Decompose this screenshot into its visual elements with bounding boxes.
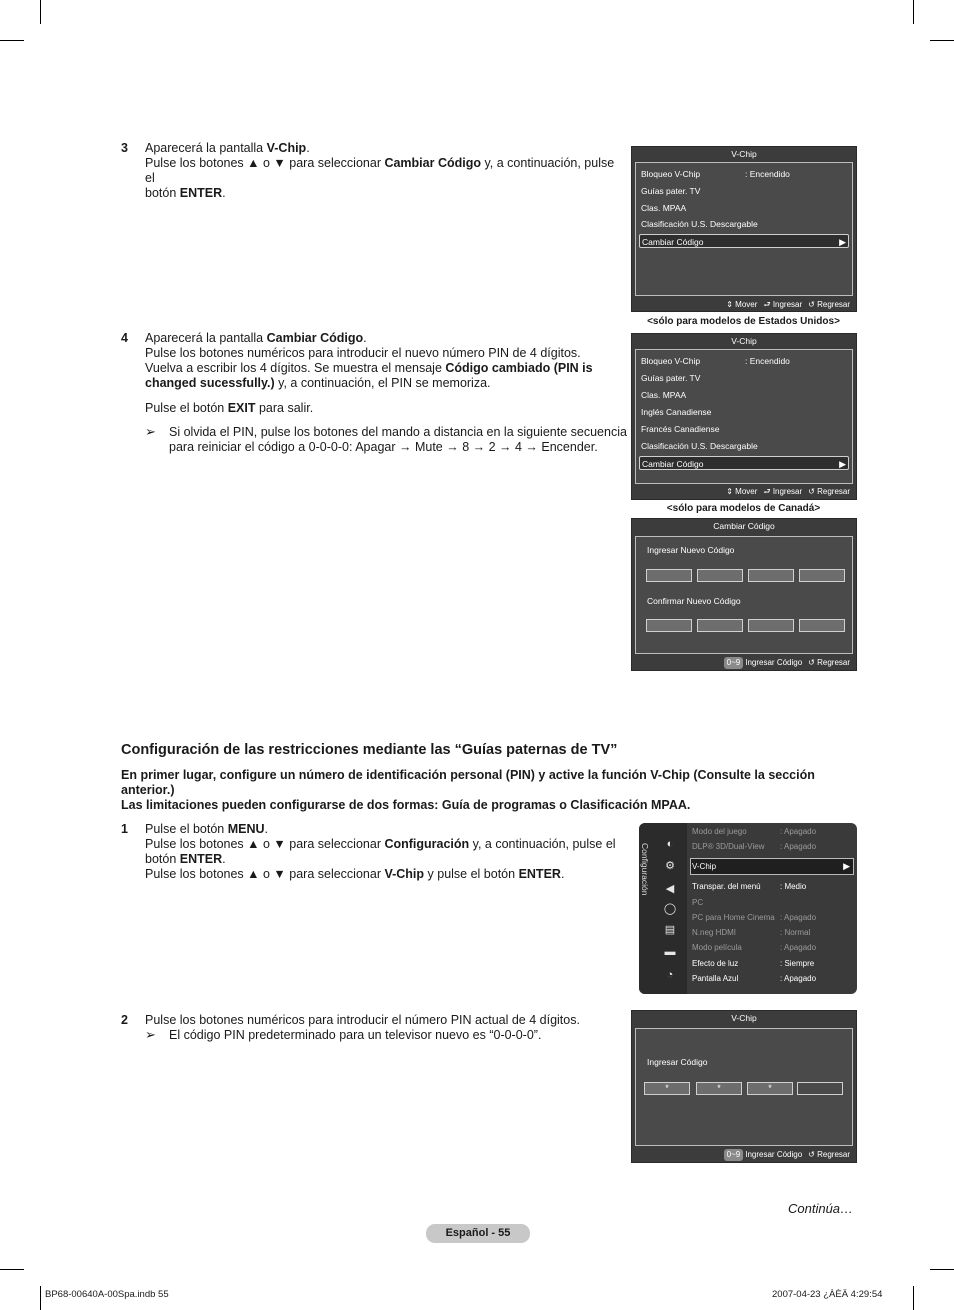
- osd-row-cambiar-codigo[interactable]: Cambiar Código ▶: [639, 456, 849, 470]
- osd-row[interactable]: Inglés Canadiense: [641, 407, 712, 417]
- step-2: [121, 1013, 621, 1053]
- new-code-label: Ingresar Nuevo Código: [647, 545, 735, 555]
- step-number: 1: [121, 822, 128, 836]
- picture-icon[interactable]: ◐: [666, 838, 674, 850]
- osd-row[interactable]: Clas. MPAA: [641, 390, 687, 400]
- osd-footer: 0~9 Ingresar Código ↺ Regresar: [718, 657, 850, 669]
- continued-label: Continúa…: [788, 1201, 854, 1216]
- note-line: El código PIN predeterminado para un televisor nuevo es “0-0-0-0”.: [169, 1028, 542, 1042]
- menu-item[interactable]: Transpar. del menú : Medio: [692, 882, 807, 891]
- osd-footer: ⇕ Mover ⮐ Ingresar ↺ Regresar: [726, 300, 850, 309]
- new-code-digit-2[interactable]: [697, 569, 743, 582]
- pin-digit-2[interactable]: *: [696, 1082, 742, 1095]
- menu-item-vchip[interactable]: V-Chip ▶: [690, 858, 854, 875]
- crop-mark: [0, 1269, 24, 1270]
- menu-item[interactable]: PC: [692, 898, 704, 907]
- osd-row[interactable]: Clas. MPAA: [641, 203, 687, 213]
- step-line: Pulse los botones numéricos para introducir el número PIN actual de 4 dígitos.: [145, 1013, 580, 1027]
- osd-row[interactable]: Clasificación U.S. Descargable: [641, 219, 758, 229]
- crop-mark: [913, 0, 914, 24]
- osd-row[interactable]: Clasificación U.S. Descargable: [641, 441, 758, 451]
- crop-mark: [913, 1286, 914, 1310]
- new-code-digit-1[interactable]: [646, 569, 692, 582]
- channel-icon[interactable]: ◯: [663, 903, 677, 915]
- page-number-badge: Español - 55: [426, 1224, 530, 1243]
- crop-mark: [40, 1286, 41, 1310]
- caption-canada: <sólo para modelos de Canadá>: [666, 503, 821, 514]
- step-4: [121, 331, 627, 461]
- footer-timestamp: 2007-04-23 ¿ÀÈÄ 4:29:54: [772, 1289, 883, 1300]
- crop-mark: [930, 1269, 954, 1270]
- menu-item[interactable]: Efecto de luz : Siempre: [692, 959, 815, 968]
- digits-badge: 0~9: [724, 1149, 744, 1161]
- section-title: Configuración de las restricciones mediante las “Guías paternas de TV”: [121, 742, 618, 758]
- step-number: 3: [121, 141, 128, 155]
- menu-item[interactable]: Modo película : Apagado: [692, 943, 817, 952]
- step-line: Pulse el botón MENU.: [145, 822, 268, 836]
- pin-digit-4[interactable]: [797, 1082, 843, 1095]
- section-intro: [121, 768, 841, 813]
- confirm-code-digit-1[interactable]: [646, 619, 692, 632]
- osd-change-code: [631, 518, 857, 671]
- osd-row[interactable]: Francés Canadiense: [641, 424, 720, 434]
- osd-vchip-canada: [631, 333, 857, 500]
- osd-row-cambiar-codigo[interactable]: Cambiar Código ▶: [639, 234, 849, 248]
- new-code-digit-3[interactable]: [748, 569, 794, 582]
- menu-item[interactable]: DLP® 3D/Dual-View : Apagado: [692, 842, 817, 851]
- arrow-icon: ➢: [145, 424, 156, 439]
- crop-mark: [930, 40, 954, 41]
- step-line: botón ENTER.: [145, 186, 226, 200]
- menu-sidebar: [639, 823, 687, 994]
- step-line: Pulse los botones ▲ o ▼ para seleccionar Cambiar Código y, a continuación, pulse el: [145, 156, 615, 185]
- confirm-code-digit-4[interactable]: [799, 619, 845, 632]
- osd-title: V-Chip: [731, 336, 757, 346]
- intro-line: anterior.): [121, 783, 175, 797]
- step-number: 4: [121, 331, 128, 345]
- application-icon[interactable]: ▬: [664, 946, 676, 958]
- step-line: Aparecerá la pantalla V-Chip.: [145, 141, 310, 155]
- crop-mark: [40, 0, 41, 24]
- pin-digit-1[interactable]: *: [644, 1082, 690, 1095]
- osd-vchip-us: [631, 146, 857, 312]
- osd-footer: 0~9 Ingresar Código ↺ Regresar: [718, 1149, 850, 1161]
- osd-title: V-Chip: [731, 1013, 757, 1023]
- step-line: botón ENTER.: [145, 852, 226, 866]
- step-line: Pulse los botones ▲ o ▼ para seleccionar V-Chip y pulse el botón ENTER.: [145, 867, 565, 881]
- new-code-digit-4[interactable]: [799, 569, 845, 582]
- config-menu: [639, 823, 857, 994]
- right-arrow-icon: ▶: [839, 237, 846, 247]
- arrow-icon: ➢: [145, 1027, 156, 1042]
- menu-item[interactable]: Modo del juego : Apagado: [692, 827, 817, 836]
- osd-title: Cambiar Código: [713, 521, 775, 531]
- input-icon[interactable]: ▤: [664, 924, 676, 936]
- pin-digit-3[interactable]: *: [747, 1082, 793, 1095]
- step-line: changed sucessfully.) y, a continuación, el PIN se memoriza.: [145, 376, 491, 390]
- crop-mark: [0, 40, 24, 41]
- intro-line: Las limitaciones pueden configurarse de dos formas: Guía de programas o Clasificación MPAA.: [121, 798, 691, 812]
- confirm-code-digit-2[interactable]: [697, 619, 743, 632]
- confirm-code-label: Confirmar Nuevo Código: [647, 596, 741, 606]
- osd-enter-pin: [631, 1010, 857, 1163]
- caption-us: <sólo para modelos de Estados Unidos>: [647, 316, 840, 327]
- footer-file: BP68-00640A-00Spa.indb 55: [45, 1289, 169, 1300]
- right-arrow-icon: ▶: [839, 459, 846, 469]
- osd-row[interactable]: Bloqueo V-Chip : Encendido: [641, 356, 790, 366]
- note-line: Si olvida el PIN, pulse los botones del mando a distancia en la siguiente secuencia: [169, 425, 627, 439]
- osd-row[interactable]: Guías pater. TV: [641, 373, 701, 383]
- menu-item[interactable]: Pantalla Azul : Apagado: [692, 974, 817, 983]
- osd-row[interactable]: Bloqueo V-Chip : Encendido: [641, 169, 790, 179]
- menu-item[interactable]: PC para Home Cinema : Apagado: [692, 913, 817, 922]
- digits-badge: 0~9: [724, 657, 744, 669]
- support-icon[interactable]: ◔: [666, 969, 674, 981]
- step-line: Aparecerá la pantalla Cambiar Código.: [145, 331, 367, 345]
- sound-icon[interactable]: ◀: [665, 883, 675, 895]
- gear-icon[interactable]: ⚙: [665, 860, 675, 872]
- osd-title: V-Chip: [731, 149, 757, 159]
- confirm-code-digit-3[interactable]: [748, 619, 794, 632]
- menu-side-label: Configuración: [640, 843, 650, 896]
- step-line: Pulse los botones numéricos para introducir el nuevo número PIN de 4 dígitos.: [145, 346, 581, 360]
- right-arrow-icon: ▶: [843, 861, 850, 871]
- enter-code-label: Ingresar Código: [647, 1057, 708, 1067]
- note-line: para reiniciar el código a 0-0-0-0: Apagar → Mute → 8 → 2 → 4 → Encender.: [169, 440, 598, 454]
- osd-row[interactable]: Guías pater. TV: [641, 186, 701, 196]
- intro-line: En primer lugar, configure un número de identificación personal (PIN) y active la función V-Chip (Consulte la sección: [121, 768, 815, 782]
- step-line: Pulse los botones ▲ o ▼ para seleccionar Configuración y, a continuación, pulse el: [145, 837, 616, 851]
- menu-item[interactable]: N.neg HDMI : Normal: [692, 928, 811, 937]
- step-line: Pulse el botón EXIT para salir.: [145, 401, 314, 415]
- osd-footer: ⇕ Mover ⮐ Ingresar ↺ Regresar: [726, 487, 850, 496]
- step-line: Vuelva a escribir los 4 dígitos. Se muestra el mensaje Código cambiado (PIN is: [145, 361, 593, 375]
- step-number: 2: [121, 1013, 128, 1027]
